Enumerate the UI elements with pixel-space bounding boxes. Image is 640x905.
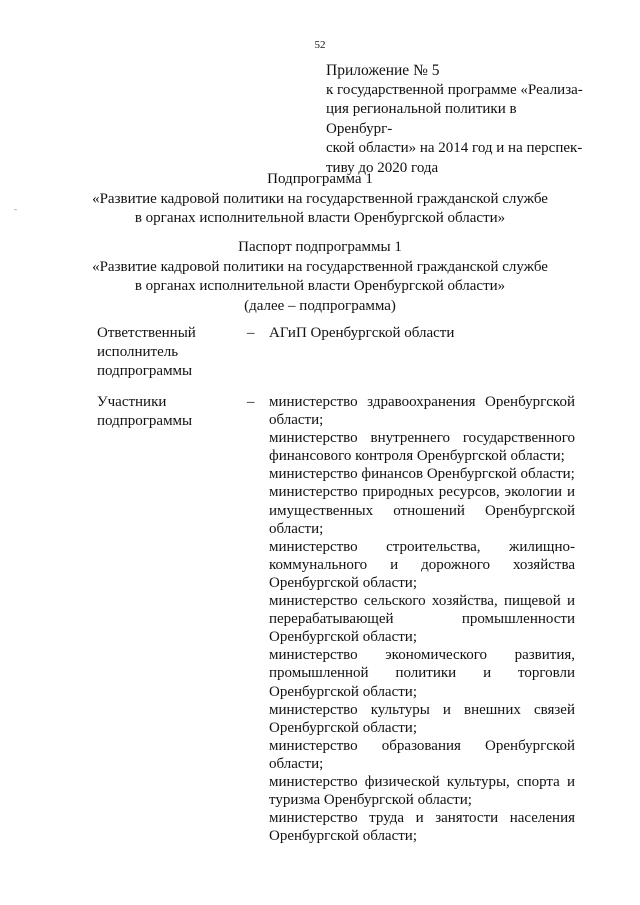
participants-label	[97, 393, 227, 431]
passport-name-line: «Развитие кадровой политики на государственной гражданской службе	[92, 258, 548, 275]
appendix-line: к государственной программе «Реализа-	[326, 81, 583, 98]
label-line: исполнитель	[97, 344, 179, 360]
responsible-value: АГиП Оренбургской области	[269, 325, 455, 341]
margin-mark: -	[14, 204, 17, 214]
passport-note: (далее – подпрограмма)	[244, 297, 396, 314]
appendix-title: Приложение № 5	[326, 62, 440, 79]
participant-item: министерство природных ресурсов, экологии и имущественных отношений Оренбургской области;	[269, 484, 575, 537]
participant-item: министерство труда и занятости населения Оренбургской области;	[269, 810, 575, 845]
participant-item: министерство строительства, жилищно-коммунального и дорожного хозяйства Оренбургской области;	[269, 538, 575, 591]
participant-item: министерство финансов Оренбургской области;	[269, 466, 575, 483]
passport-header	[70, 238, 570, 316]
participant-item: министерство экономического развития, промышленной политики и торговли Оренбургской области;	[269, 647, 575, 700]
participant-item: министерство физической культуры, спорта и туризма Оренбургской области;	[269, 773, 575, 809]
appendix-line: ция региональной политики в Оренбург-	[326, 101, 517, 137]
appendix-line: тиву до 2020 года	[326, 159, 439, 176]
label-line: подпрограммы	[97, 413, 193, 429]
participant-item: министерство культуры и внешних связей Оренбургской области;	[269, 701, 575, 736]
subprogram-header	[70, 170, 570, 229]
responsible-label	[97, 324, 227, 381]
participants-list	[269, 393, 575, 845]
subprogram-heading: Подпрограмма 1	[267, 171, 373, 187]
passport-heading: Паспорт подпрограммы 1	[238, 239, 402, 255]
passport-name-line: в органах исполнительной власти Оренбургской области»	[134, 278, 506, 294]
appendix-line: ской области» на 2014 год и на перспек-	[326, 140, 583, 156]
participant-item: министерство внутреннего государственного финансового контроля Оренбургской области;	[269, 430, 575, 465]
label-line: подпрограммы	[97, 363, 193, 379]
participants-dash: –	[247, 394, 255, 410]
subprogram-name-line: в органах исполнительной власти Оренбургской области»	[134, 210, 506, 226]
page-number: 52	[314, 39, 326, 51]
participant-item: министерство образования Оренбургской области;	[269, 737, 575, 772]
participant-item: министерство сельского хозяйства, пищевой и перерабатывающей промышленности Оренбургской области;	[269, 593, 575, 646]
subprogram-name-line: «Развитие кадровой политики на государственной гражданской службе	[92, 190, 548, 207]
participant-item: министерство здравоохранения Оренбургской области;	[269, 394, 575, 429]
label-line: Участники	[97, 394, 167, 410]
responsible-dash: –	[247, 325, 255, 341]
label-line: Ответственный	[97, 325, 196, 341]
appendix-note	[326, 61, 584, 178]
